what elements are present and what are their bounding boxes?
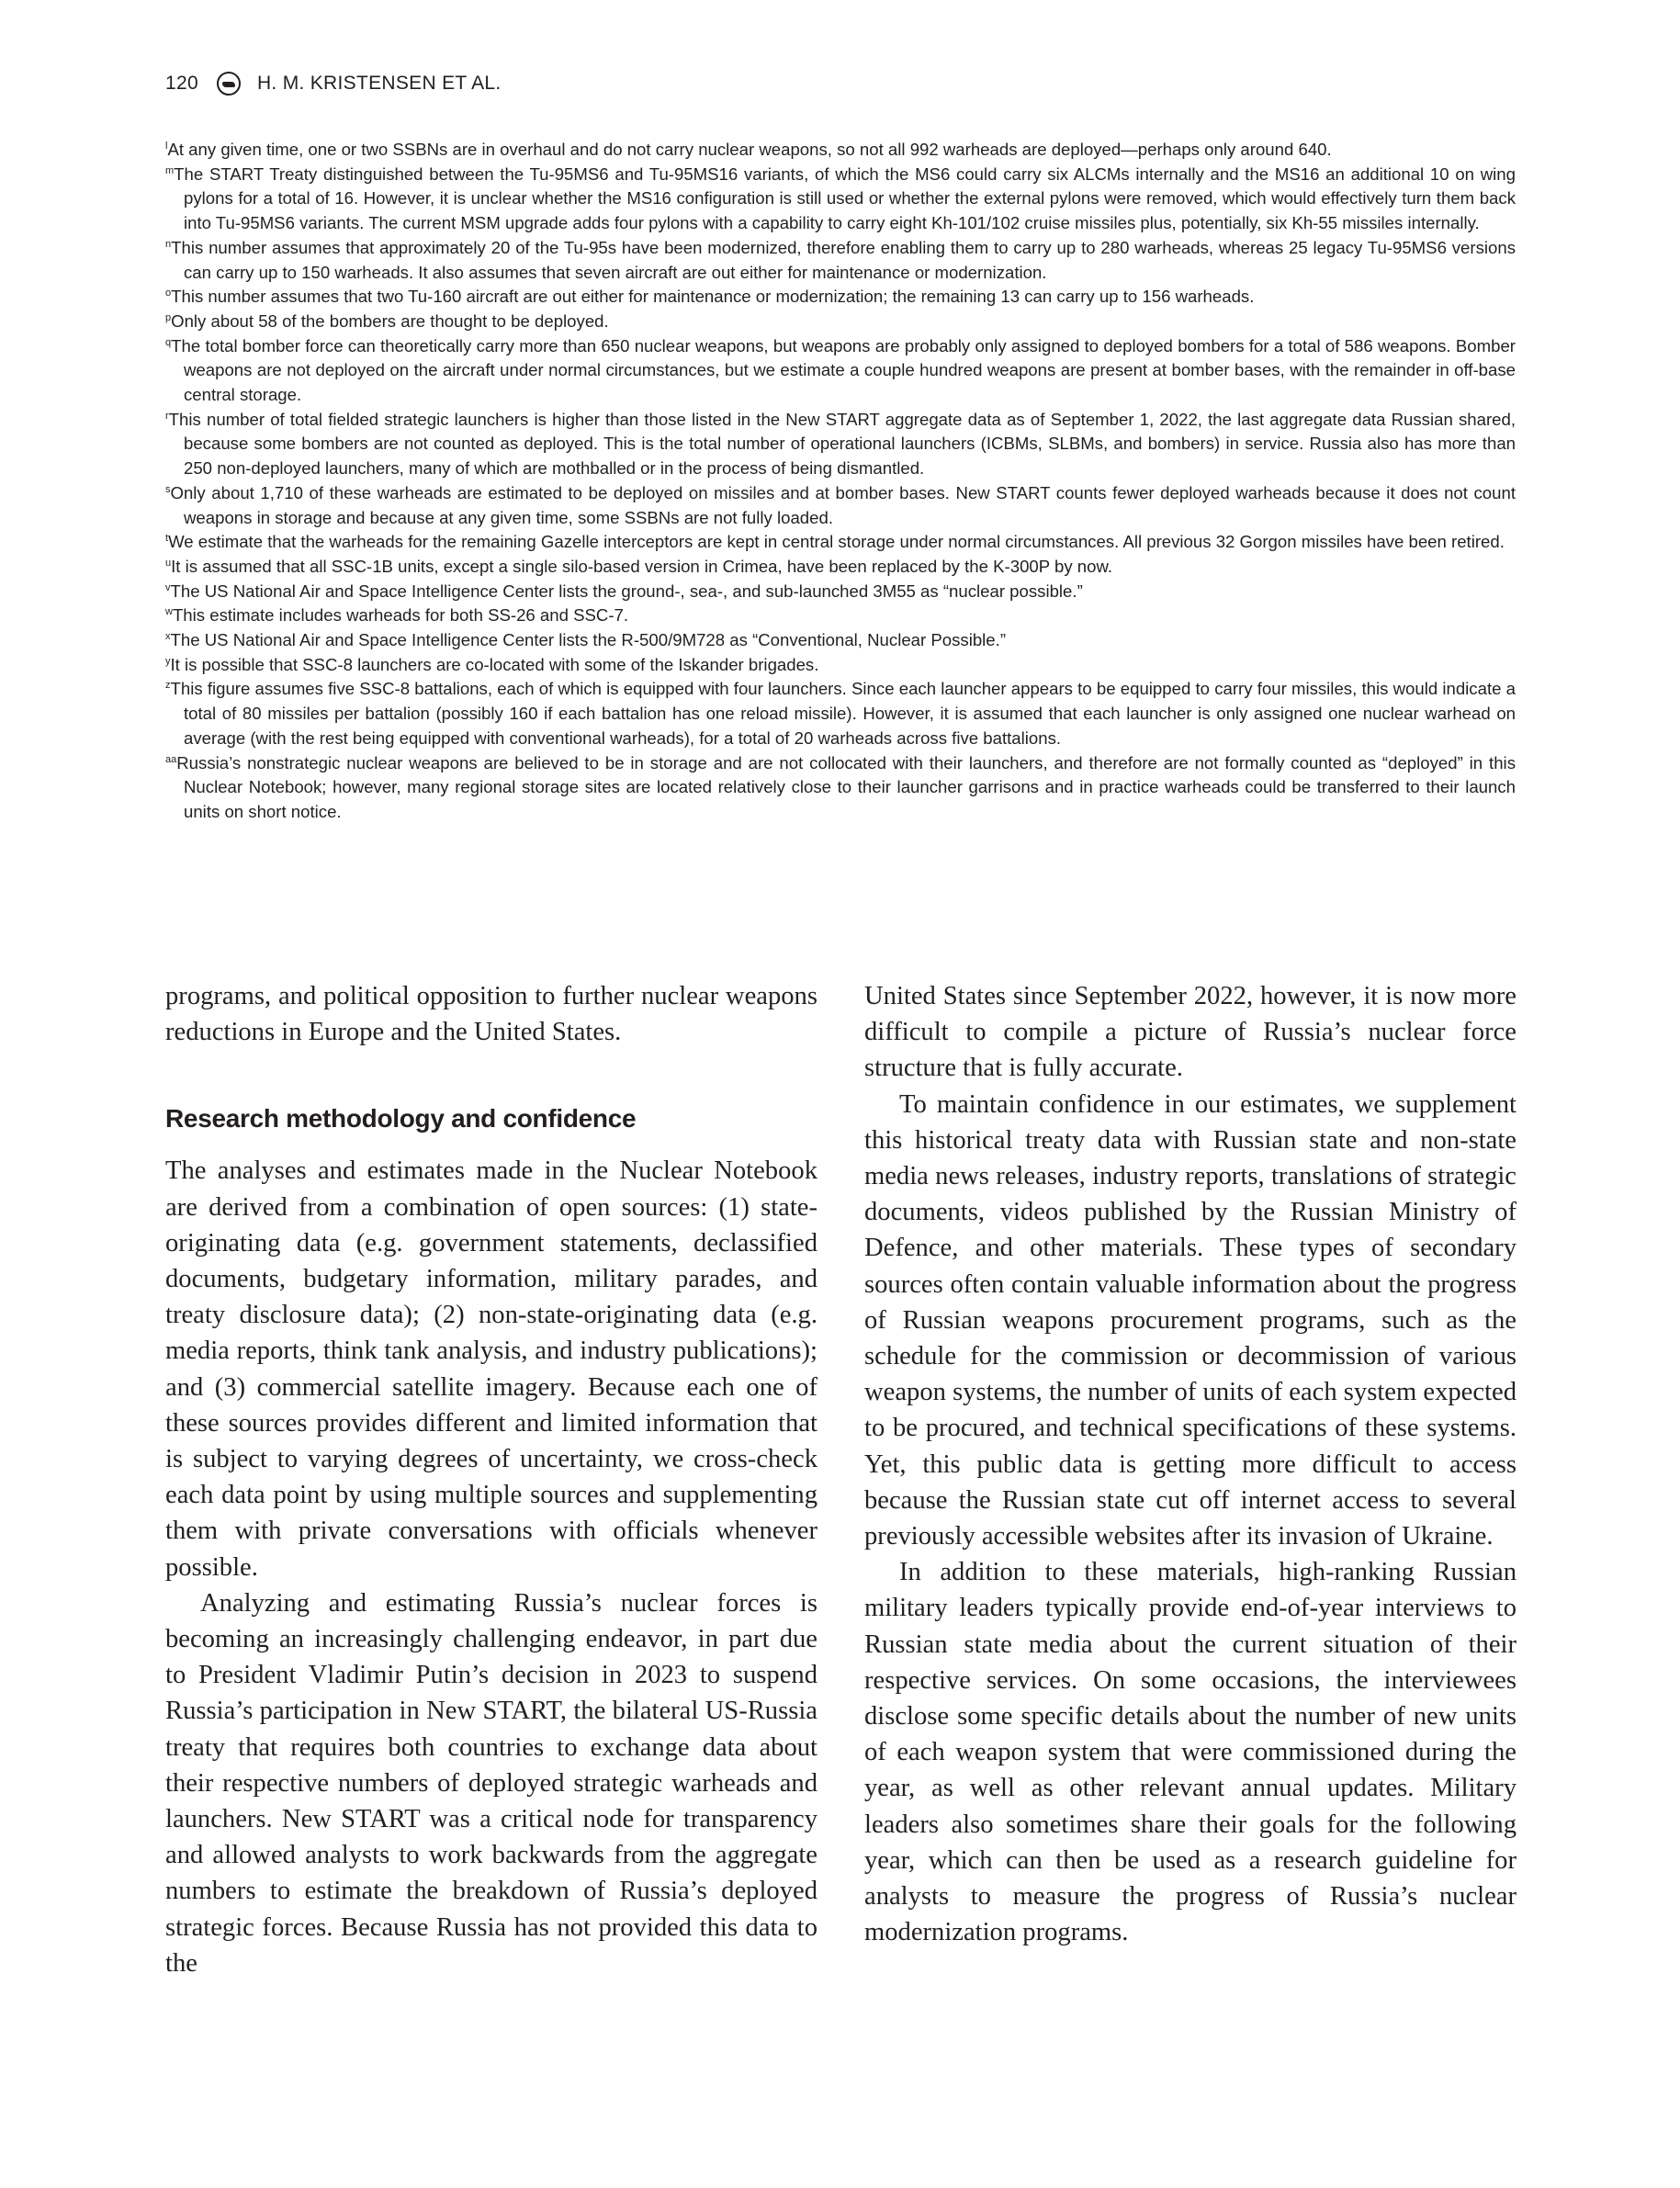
footnote: [165, 751, 1516, 825]
running-header-authors: H. M. KRISTENSEN ET AL.: [256, 73, 502, 94]
footnote: [165, 334, 1516, 408]
footnote-text: This number of total fielded strategic launchers is higher than those listed in the New START aggregate data as of September 1, 2022, the last aggregate data Russian shared, because some bombers are not counted as deployed. This is the total number of operational launchers (ICBMs, SLBMs, and bombers) in service. Russia also has more than 250 non-deployed launchers, many of which are mothballed or in the process of being dismantled.: [168, 409, 1516, 479]
body-paragraph: United States since September 2022, however, it is now more difficult to compile a picture of Russia’s nuclear force structure that is fully accurate.: [864, 982, 1517, 1083]
body-paragraph: programs, and political opposition to further nuclear weapons reductions in Europe and the United States.: [165, 982, 817, 1047]
footnote-mark: z: [165, 680, 171, 692]
footnote-text: This number assumes that two Tu-160 aircraft are out either for maintenance or modernization; the remaining 13 can carry up to 156 warheads.: [171, 287, 1255, 307]
footnote-text: We estimate that the warheads for the remaining Gazelle interceptors are kept in central storage under normal circumstances. All previous 32 Gorgon missiles have been retired.: [168, 532, 1505, 552]
body-column-left: [165, 978, 817, 1981]
footnote-mark: v: [165, 581, 171, 593]
running-header: [165, 72, 502, 96]
page-number: 120: [165, 73, 198, 94]
footnote-text: This number assumes that approximately 20 of the Tu-95s have been modernized, therefore enabling them to carry up to 280 warheads, whereas 25 legacy Tu-95MS6 versions can carry up to 150 warheads. It also assumes that seven aircraft are out either for maintenance or modernization.: [171, 237, 1516, 282]
footnote: [165, 481, 1516, 530]
footnote-text: Only about 58 of the bombers are thought to be deployed.: [171, 310, 609, 331]
footnote: [165, 555, 1516, 580]
footnote-mark: u: [165, 557, 172, 569]
footnote-text: This estimate includes warheads for both SS-26 and SSC-7.: [172, 605, 629, 626]
footnote: [165, 580, 1516, 604]
body-column-right: [864, 978, 1517, 1950]
footnote: [165, 285, 1516, 310]
footnote: [165, 163, 1516, 236]
footnote-mark: y: [165, 655, 171, 667]
footnote: [165, 138, 1516, 163]
footnote: [165, 408, 1516, 481]
footnote-text: Only about 1,710 of these warheads are estimated to be deployed on missiles and at bomber bases. New START counts fewer deployed warheads because it does not count weapons in storage and because at any given time, some SSBNs are not fully loaded.: [170, 482, 1516, 527]
section-heading: Research methodology and confidence: [165, 1104, 637, 1133]
footnote-mark: t: [165, 533, 169, 545]
footnote-text: The US National Air and Space Intelligence Center lists the R-500/9M728 as “Conventional, Nuclear Possible.”: [170, 630, 1007, 650]
footnote-text: The START Treaty distinguished between the Tu-95MS6 and Tu-95MS16 variants, of which the MS6 could carry six ALCMs internally and the MS16 an additional 10 on wing pylons for a total of 16. However, it is unclear whether the MS16 configuration is still used or whether the external pylons were removed, which would effectively turn them back into Tu-95MS6 variants. The current MSM upgrade adds four pylons with a capability to carry eight Kh-101/102 cruise missiles plus, potentially, six Kh-55 missiles internally.: [174, 164, 1516, 233]
footnote-mark: x: [165, 631, 171, 643]
footnote-mark: l: [165, 141, 168, 152]
footnote: [165, 628, 1516, 653]
footnote-mark: s: [165, 483, 171, 495]
footnote-text: The US National Air and Space Intelligence Center lists the ground-, sea-, and sub-launched 3M55 as “nuclear possible.”: [170, 581, 1083, 601]
footnote-text: It is possible that SSC-8 launchers are co-located with some of the Iskander brigades.: [170, 654, 819, 674]
footnote: [165, 236, 1516, 285]
footnote-mark: q: [165, 336, 172, 348]
body-paragraph: To maintain confidence in our estimates, we supplement this historical treaty data with Russian state and non-state media news releases, industry reports, translations of strategic documents, videos published by the Russian Ministry of Defence, and other materials. These types of secondary sources often contain valuable information about the progress of Russian weapons procurement programs, such as the schedule for the commission or decommission of various weapon systems, the number of units of each system expected to be procured, and technical specifications of these systems. Yet, this public data is getting more difficult to access because the Russian state cut off internet access to several previously accessible websites after its invasion of Ukraine.: [864, 1089, 1517, 1551]
body-paragraph: Analyzing and estimating Russia’s nuclear forces is becoming an increasingly challenging endeavor, in part due to President Vladimir Putin’s decision in 2023 to suspend Russia’s participation in New START, the bilateral US-Russia treaty that requires both countries to exchange data about their respective numbers of deployed strategic warheads and launchers. New START was a critical node for transparency and allowed analysts to work backwards from the aggregate numbers to estimate the breakdown of Russia’s deployed strategic forces. Because Russia has not provided this data to the: [165, 1588, 817, 1978]
footnote-mark: o: [165, 288, 172, 299]
table-footnotes: [165, 138, 1516, 825]
footnote-text: It is assumed that all SSC-1B units, except a single silo-based version in Crimea, have been replaced by the K-300P by now.: [171, 556, 1113, 576]
footnote-mark: w: [165, 606, 173, 618]
footnote-text: At any given time, one or two SSBNs are in overhaul and do not carry nuclear weapons, so not all 992 warheads are deployed—perhaps only around 640.: [167, 140, 1332, 159]
body-paragraph: The analyses and estimates made in the Nuclear Notebook are derived from a combination of open sources: (1) state-originating data (e.g. government statements, declassified documents, budgetary information, military parades, and treaty disclosure data); (2) non-state-originating data (e.g. media reports, think tank analysis, and industry publications); and (3) commercial satellite imagery. Because each one of these sources provides different and limited information that is subject to varying degrees of uncertainty, we cross-check each data point by using multiple sources and supplementing them with private conversations with officials whenever possible.: [165, 1156, 817, 1582]
footnote-mark: r: [165, 410, 169, 422]
footnote-text: Russia’s nonstrategic nuclear weapons are believed to be in storage and are not collocated with their launchers, and therefore are not formally counted as “deployed” in this Nuclear Notebook; however, many regional storage sites are located relatively close to their launcher garrisons and in practice warheads could be transferred to their launch units on short notice.: [176, 752, 1516, 821]
footnote: [165, 677, 1516, 750]
footnote: [165, 310, 1516, 334]
footnote-mark: m: [165, 164, 175, 176]
footnote-mark: n: [165, 238, 172, 250]
footnote-mark: aa: [165, 753, 177, 765]
footnote: [165, 653, 1516, 678]
footnote: [165, 530, 1516, 555]
footnote-mark: p: [165, 311, 172, 323]
body-paragraph: In addition to these materials, high-ranking Russian military leaders typically provide end-of-year interviews to Russian state media about the current situation of their respective services. On some occasions, the interviewees disclose some specific details about the number of new units of each weapon system that were commissioned during the year, as well as other relevant annual updates. Military leaders also sometimes share their goals for the following year, which can then be used as a research guideline for analysts to measure the progress of Russia’s nuclear modernization programs.: [864, 1558, 1517, 1947]
footnote-text: The total bomber force can theoretically carry more than 650 nuclear weapons, but weapons are probably only assigned to deployed bombers for a total of 586 weapons. Bomber weapons are not deployed on the aircraft under normal circumstances, but we estimate a couple hundred weapons are present at bomber bases, with the remainder in off-base central storage.: [171, 335, 1516, 405]
footnote: [165, 603, 1516, 628]
footnote-text: This figure assumes five SSC-8 battalions, each of which is equipped with four launchers. Since each launcher appears to be equipped to carry four missiles, this would indicate a total of 80 missiles per battalion (possibly 160 if each battalion has one reload missile). However, it is assumed that each launcher is only assigned one nuclear warhead on average (with the rest being equipped with conventional warheads), for a total of 20 warheads across five battalions.: [170, 679, 1516, 748]
publisher-logo-icon: [217, 72, 241, 96]
